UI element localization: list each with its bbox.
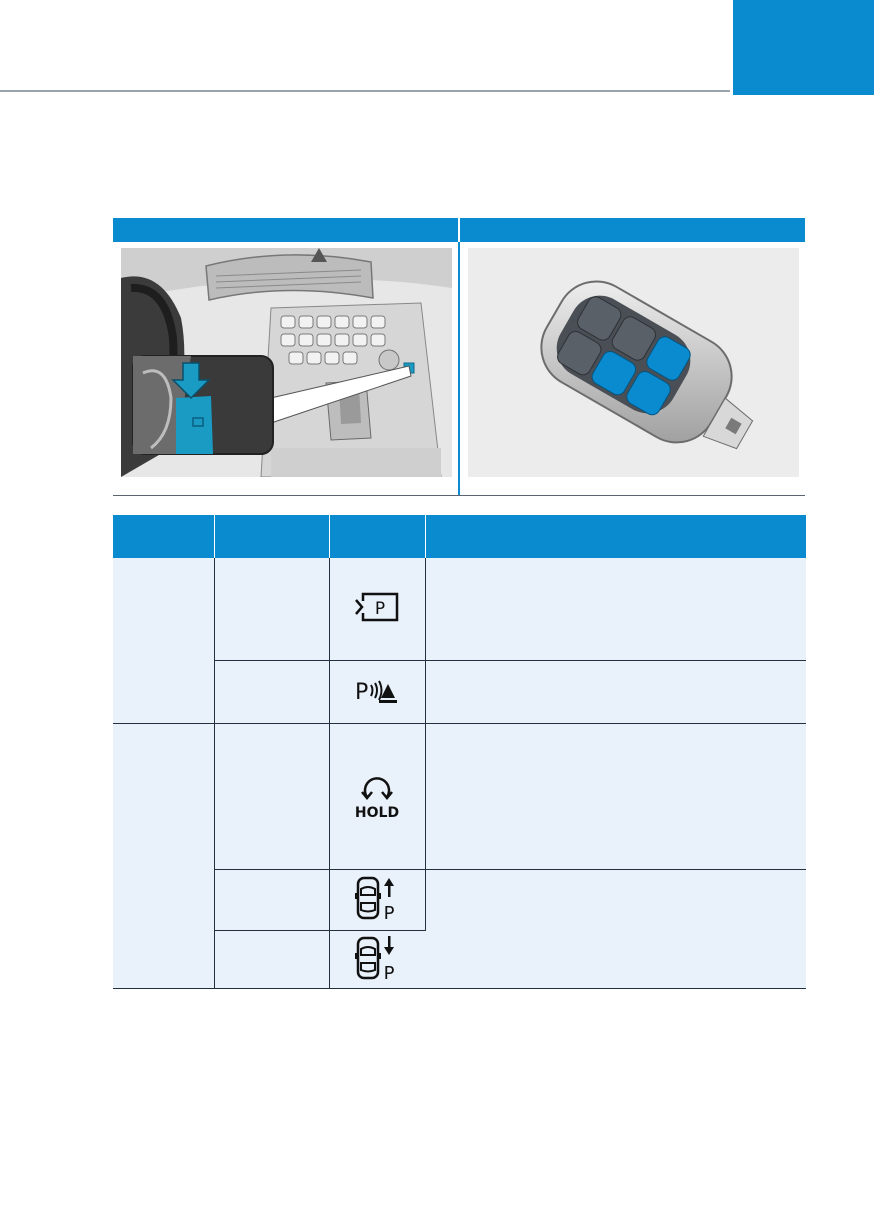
park-label: P <box>383 903 395 923</box>
figure-divider <box>458 242 460 496</box>
description-cell <box>425 723 806 869</box>
feature-cell <box>214 930 329 988</box>
table-row <box>113 558 806 660</box>
figure-header-right <box>460 218 805 242</box>
svg-text:P: P <box>355 680 369 705</box>
table-row <box>113 660 806 723</box>
description-cell <box>425 869 806 988</box>
group-cell <box>113 723 214 988</box>
description-cell <box>425 558 806 660</box>
icon-cell <box>329 723 425 869</box>
header-group <box>113 515 214 558</box>
feature-cell <box>214 660 329 723</box>
icon-cell <box>329 869 425 930</box>
header-rule <box>0 90 730 92</box>
table-row <box>113 723 806 869</box>
feature-cell <box>214 869 329 930</box>
figure-bottom-rule <box>113 495 805 496</box>
parking-distance-warning-icon <box>352 675 402 705</box>
table-header-row <box>113 515 806 558</box>
park-label: P <box>383 962 395 983</box>
chapter-tab <box>733 0 874 95</box>
remote-hold-icon <box>349 770 405 820</box>
smart-key-illustration <box>468 248 799 477</box>
header-feature <box>214 515 329 558</box>
header-icon <box>329 515 425 558</box>
icon-cell <box>329 660 425 723</box>
description-cell <box>425 660 806 723</box>
table-row <box>113 869 806 930</box>
parking-view-icon <box>352 592 402 622</box>
header-description <box>425 515 806 558</box>
feature-cell <box>214 558 329 660</box>
feature-cell <box>214 723 329 869</box>
group-cell <box>113 558 214 723</box>
feature-table <box>113 515 806 989</box>
figure-header-left <box>113 218 458 242</box>
center-console-illustration <box>121 248 452 477</box>
icon-cell <box>329 558 425 660</box>
icon-cell <box>329 930 425 988</box>
remote-backward-park-icon <box>353 933 401 983</box>
hold-label: HOLD <box>354 804 400 820</box>
remote-forward-park-icon <box>353 873 401 923</box>
svg-text:P: P <box>374 599 386 620</box>
